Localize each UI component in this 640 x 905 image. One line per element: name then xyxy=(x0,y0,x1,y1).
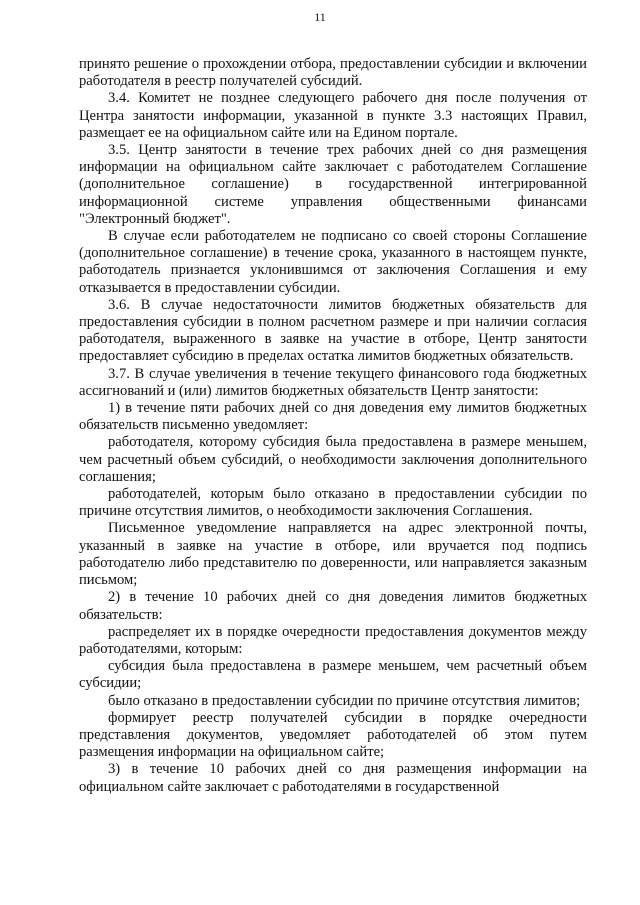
paragraph: субсидия была предоставлена в размере меньшем, чем расчетный объем субсидии; xyxy=(79,658,587,692)
paragraph: 1) в течение пяти рабочих дней со дня доведения ему лимитов бюджетных обязательств письменно уведомляет: xyxy=(79,400,587,434)
document-body xyxy=(79,56,587,796)
paragraph: 3.7. В случае увеличения в течение текущего финансового года бюджетных ассигнований и (или) лимитов бюджетных обязательств Центр занятости: xyxy=(79,365,587,399)
paragraph: Письменное уведомление направляется на адрес электронной почты, указанный в заявке на участие в отборе, или вручается под подпись работодателю либо представителю по доверенности, или направляется заказным письмом; xyxy=(79,520,587,589)
page-number: 11 xyxy=(314,10,326,24)
paragraph: формирует реестр получателей субсидии в порядке очередности представления документов, уведомляет работодателей об этом путем размещения информации на официальном сайте; xyxy=(79,709,587,761)
paragraph: В случае если работодателем не подписано со своей стороны Соглашение (дополнительное соглашение) в течение срока, указанного в настоящем пункте, работодатель признается уклонившимся от заключения Соглашения и ему отказывается в предоставлении субсидии. xyxy=(79,228,587,296)
paragraph: 2) в течение 10 рабочих дней со дня доведения лимитов бюджетных обязательств: xyxy=(79,589,587,623)
paragraph: 3.6. В случае недостаточности лимитов бюджетных обязательств для предоставления субсидии в полном расчетном размере и при наличии согласия работодателя, выраженного в заявке на участие в отборе, Центр занятости предоставляет субсидию в пределах остатка лимитов бюджетных обязательств. xyxy=(79,296,587,365)
paragraph: работодателей, которым было отказано в предоставлении субсидии по причине отсутствия лимитов, о необходимости заключения Соглашения. xyxy=(79,486,587,520)
paragraph: 3) в течение 10 рабочих дней со дня размещения информации на официальном сайте заключает с работодателями в государственной xyxy=(79,761,587,795)
paragraph: 3.5. Центр занятости в течение трех рабочих дней со дня размещения информации на официальном сайте заключает с работодателем Соглашение (дополнительное соглашение) в государственной интегрированной информационной системе управления общественными финансами "Электронный бюджет". xyxy=(79,142,587,227)
paragraph: работодателя, которому субсидия была предоставлена в размере меньшем, чем расчетный объем субсидий, о необходимости заключения дополнительного соглашения; xyxy=(79,434,587,485)
paragraph: было отказано в предоставлении субсидии по причине отсутствия лимитов; xyxy=(108,692,581,709)
paragraph: распределяет их в порядке очередности предоставления документов между работодателями, которым: xyxy=(79,623,587,657)
paragraph: принято решение о прохождении отбора, предоставлении субсидии и включении работодателя в реестр получателей субсидий. xyxy=(79,56,587,90)
paragraph: 3.4. Комитет не позднее следующего рабочего дня после получения от Центра занятости информации, указанной в пункте 3.3 настоящих Правил, размещает ее на официальном сайте или на Едином портале. xyxy=(79,90,587,141)
